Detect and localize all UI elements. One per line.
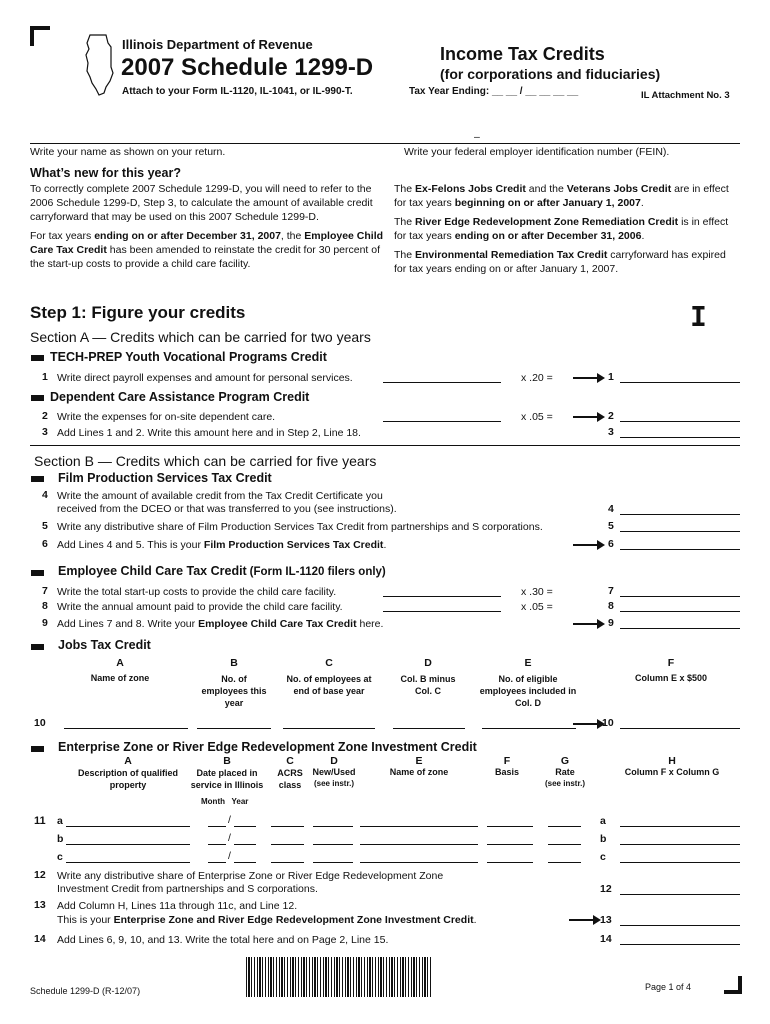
line-1-multiplier: x .20 = — [521, 372, 553, 384]
line-9-text: Add Lines 7 and 8. Write your Employee Child Care Tax Credit here. — [57, 618, 384, 630]
line-11b-amount[interactable] — [620, 832, 740, 845]
line-11b-basis[interactable] — [487, 832, 533, 845]
line-11b-month[interactable] — [208, 832, 226, 845]
bullet-icon — [31, 570, 44, 576]
dependent-care-heading: Dependent Care Assistance Program Credit — [50, 390, 310, 404]
line-12-amount[interactable] — [620, 882, 740, 895]
divider — [30, 143, 740, 144]
line-11b-zone[interactable] — [360, 832, 478, 845]
line-8-text: Write the annual amount paid to provide the child care facility. — [57, 601, 343, 613]
line-4-ref: 4 — [608, 503, 614, 515]
line-2-amount[interactable] — [620, 409, 740, 422]
line-11b-ref: b — [600, 833, 607, 845]
line-1-number: 1 — [42, 371, 48, 383]
ecc-heading: Employee Child Care Tax Credit (Form IL-1120 filers only) — [58, 564, 386, 578]
arrow-right-icon — [569, 919, 595, 921]
step1-marker: I — [690, 300, 707, 333]
line-5-ref: 5 — [608, 520, 614, 532]
line-11b-year[interactable] — [234, 832, 256, 845]
form-id-footer: Schedule 1299-D (R-12/07) — [30, 986, 141, 996]
line-11c-new-used[interactable] — [313, 850, 353, 863]
arrow-right-icon — [573, 416, 599, 418]
line-11a-zone[interactable] — [360, 814, 478, 827]
line-7-multiplier: x .30 = — [521, 586, 553, 598]
attach-note: Attach to your Form IL-1120, IL-1041, or IL-990-T. — [122, 86, 353, 97]
jobs-col-c-letter: C — [325, 657, 333, 669]
line-11c-year[interactable] — [234, 850, 256, 863]
film-heading: Film Production Services Tax Credit — [58, 471, 272, 485]
line-11a-amount[interactable] — [620, 814, 740, 827]
line-11a-ref: a — [600, 815, 606, 827]
line-11c-amount[interactable] — [620, 850, 740, 863]
ez-col-g-note: (see instr.) — [544, 779, 585, 788]
line-5-text: Write any distributive share of Film Production Services Tax Credit from partnerships and S corporations. — [57, 521, 543, 533]
ez-col-e-desc: Name of zone — [389, 767, 449, 777]
ez-col-h-desc: Column F x Column G — [624, 767, 720, 777]
line-6-ref: 6 — [608, 538, 614, 550]
line-8-number: 8 — [42, 600, 48, 612]
line-4-number: 4 — [42, 489, 48, 501]
line-12-text-1: Write any distributive share of Enterprise Zone or River Edge Redevelopment Zone — [57, 870, 444, 882]
line-11a-new-used[interactable] — [313, 814, 353, 827]
line-10-zone-input[interactable] — [64, 716, 188, 729]
ez-col-g-letter: G — [560, 755, 570, 767]
step1-title: Step 1: Figure your credits — [30, 303, 246, 322]
line-8-input[interactable] — [383, 599, 501, 612]
techprep-heading: TECH-PREP Youth Vocational Programs Credit — [50, 350, 327, 364]
ez-col-b-desc: Date placed in service in Illinois — [190, 768, 264, 790]
jobs-col-d-desc: Col. B minus Col. C — [400, 674, 456, 696]
bullet-icon — [31, 746, 44, 752]
line-11c-label: c — [57, 851, 63, 863]
jobs-col-e-desc: No. of eligible employees included in Col. D — [479, 674, 577, 708]
section-b-title: Section B — Credits which can be carried for five years — [34, 453, 377, 469]
ez-col-c-desc: ACRS class — [277, 768, 303, 790]
arrow-right-icon — [573, 623, 599, 625]
line-11a-description[interactable] — [66, 814, 190, 827]
line-9-number: 9 — [42, 617, 48, 629]
line-4-text-1: Write the amount of available credit from the Tax Credit Certificate you — [57, 490, 383, 502]
ez-col-h-letter: H — [668, 755, 676, 767]
fein-field-label: Write your federal employer identification number (FEIN). — [404, 146, 670, 158]
line-1-input[interactable] — [383, 370, 501, 383]
registration-mark-bottom-right — [724, 976, 742, 994]
line-7-number: 7 — [42, 585, 48, 597]
line-3-number: 3 — [42, 426, 48, 438]
line-3-text: Add Lines 1 and 2. Write this amount here and in Step 2, Line 18. — [57, 427, 361, 439]
department-name: Illinois Department of Revenue — [122, 37, 313, 52]
line-1-ref: 1 — [608, 371, 614, 383]
line-1-text: Write direct payroll expenses and amount for personal services. — [57, 372, 353, 384]
divider — [30, 445, 740, 446]
line-10-base-input[interactable] — [283, 716, 375, 729]
line-11c-class[interactable] — [271, 850, 304, 863]
jobs-col-b-desc: No. of employees this year — [201, 674, 267, 708]
section-a-title: Section A — Credits which can be carried for two years — [30, 329, 371, 345]
page-number: Page 1 of 4 — [645, 982, 692, 992]
ez-col-d-note: (see instr.) — [313, 779, 354, 788]
line-2-ref: 2 — [608, 410, 614, 422]
line-10-eligible-input[interactable] — [482, 716, 576, 729]
line-10-amount[interactable] — [620, 716, 740, 729]
line-11b-class[interactable] — [271, 832, 304, 845]
whats-new-paragraph-1: To correctly complete 2007 Schedule 1299-D, you will need to refer to the 2006 Schedule 1299-D, Step 3, to calculate the amount of available credit carryforward that may be used on this 2007 Schedule 1299-D. — [30, 183, 373, 223]
line-11c-month[interactable] — [208, 850, 226, 863]
line-10-number: 10 — [34, 717, 46, 729]
jobs-col-a-desc: Name of zone — [90, 673, 150, 683]
line-14-number: 14 — [34, 933, 46, 945]
line-4-amount[interactable] — [620, 502, 740, 515]
whats-new-right-2: The River Edge Redevelopment Zone Remediation Credit is in effect for tax years ending on or after December 31, 2006. — [394, 216, 729, 242]
line-13-number: 13 — [34, 899, 46, 911]
ez-col-d-letter: D — [330, 755, 338, 767]
ez-col-a-letter: A — [124, 755, 132, 767]
jobs-col-d-letter: D — [424, 657, 432, 669]
ez-col-f-desc: Basis — [494, 767, 520, 777]
line-11a-month[interactable] — [208, 814, 226, 827]
line-6-amount[interactable] — [620, 537, 740, 550]
ez-col-b-letter: B — [223, 755, 231, 767]
whats-new-paragraph-2: For tax years ending on or after December 31, 2007, the Employee Child Care Tax Credit has been amended to reinstate the credit for 30 percent of the start-up costs to provide a child care facility. — [30, 230, 384, 270]
illinois-state-icon — [84, 33, 116, 97]
line-11b-label: b — [57, 833, 64, 845]
jobs-col-e-letter: E — [524, 657, 532, 669]
line-13-text-1: Add Column H, Lines 11a through 11c, and Line 12. — [57, 900, 298, 912]
jobs-heading: Jobs Tax Credit — [58, 638, 151, 652]
arrow-right-icon — [573, 544, 599, 546]
jobs-col-b-letter: B — [230, 657, 238, 669]
subtitle: (for corporations and fiduciaries) — [440, 66, 661, 82]
jobs-col-f-letter: F — [667, 657, 675, 669]
line-13-ref: 13 — [600, 914, 612, 926]
line-7-text: Write the total start-up costs to provide the child care facility. — [57, 586, 337, 598]
line-13-text-2: This is your Enterprise Zone and River Edge Redevelopment Zone Investment Credit. — [57, 914, 477, 926]
line-8-ref: 8 — [608, 600, 614, 612]
line-7-amount[interactable] — [620, 584, 740, 597]
line-2-multiplier: x .05 = — [521, 411, 553, 423]
name-field-label: Write your name as shown on your return. — [30, 146, 226, 158]
line-9-amount[interactable] — [620, 616, 740, 629]
line-11a-class[interactable] — [271, 814, 304, 827]
ez-col-f-letter: F — [503, 755, 511, 767]
date-slash: / — [228, 832, 231, 844]
month-year-label: Month Year — [201, 797, 249, 806]
line-11c-rate[interactable] — [548, 850, 581, 863]
form-title: 2007 Schedule 1299-D — [121, 54, 374, 81]
line-8-multiplier: x .05 = — [521, 601, 553, 613]
whats-new-right-3: The Environmental Remediation Tax Credit carryforward has expired for tax years ending on or after January 1, 2007. — [394, 249, 726, 275]
whats-new-title: What’s new for this year? — [30, 166, 181, 180]
line-10-difference-input[interactable] — [393, 716, 465, 729]
jobs-col-f-desc: Column E x $500 — [634, 673, 708, 683]
line-5-number: 5 — [42, 520, 48, 532]
jobs-col-c-desc: No. of employees at end of base year — [286, 674, 372, 696]
bullet-icon — [31, 644, 44, 650]
line-14-amount[interactable] — [620, 932, 740, 945]
line-12-text-2: Investment Credit from partnerships and S corporations. — [57, 883, 318, 895]
line-13-amount[interactable] — [620, 913, 740, 926]
ez-col-c-letter: C — [286, 755, 294, 767]
line-4-text-2: received from the DCEO or that was transferred to you (see instructions). — [57, 503, 397, 515]
line-2-number: 2 — [42, 410, 48, 422]
line-11a-basis[interactable] — [487, 814, 533, 827]
arrow-right-icon — [573, 377, 599, 379]
line-7-ref: 7 — [608, 585, 614, 597]
line-12-number: 12 — [34, 869, 46, 881]
tax-year-ending[interactable]: Tax Year Ending: __ __ / __ __ __ __ — [409, 86, 579, 97]
line-3-ref: 3 — [608, 426, 614, 438]
line-10-employees-input[interactable] — [197, 716, 271, 729]
barcode-icon — [246, 957, 433, 997]
line-11c-ref: c — [600, 851, 606, 863]
ez-col-d-desc: New/Used — [312, 767, 356, 777]
line-11a-rate[interactable] — [548, 814, 581, 827]
line-6-text: Add Lines 4 and 5. This is your Film Production Services Tax Credit. — [57, 539, 387, 551]
line-11a-label: a — [57, 815, 63, 827]
line-11c-basis[interactable] — [487, 850, 533, 863]
bullet-icon — [31, 355, 44, 361]
line-1-amount[interactable] — [620, 370, 740, 383]
line-2-input[interactable] — [383, 409, 501, 422]
line-11c-zone[interactable] — [360, 850, 478, 863]
line-5-amount[interactable] — [620, 519, 740, 532]
line-2-text: Write the expenses for on-site dependent care. — [57, 411, 276, 423]
bullet-icon — [31, 476, 44, 482]
line-9-ref: 9 — [608, 617, 614, 629]
ez-col-g-desc: Rate — [555, 767, 575, 777]
ez-col-e-letter: E — [415, 755, 423, 767]
enterprise-heading: Enterprise Zone or River Edge Redevelopment Zone Investment Credit — [58, 740, 477, 754]
whats-new-right-1: The Ex-Felons Jobs Credit and the Veterans Jobs Credit are in effect for tax years beginning on or after January 1, 2007. — [394, 183, 729, 209]
line-8-amount[interactable] — [620, 599, 740, 612]
arrow-right-icon — [573, 723, 599, 725]
main-title: Income Tax Credits — [440, 44, 605, 64]
date-slash: / — [228, 814, 231, 826]
line-11a-year[interactable] — [234, 814, 256, 827]
jobs-col-a-letter: A — [116, 657, 124, 669]
date-slash: / — [228, 850, 231, 862]
line-7-input[interactable] — [383, 584, 501, 597]
attachment-number: IL Attachment No. 3 — [641, 90, 730, 101]
line-14-ref: 14 — [600, 933, 612, 945]
line-12-ref: 12 — [600, 883, 612, 895]
line-11-number: 11 — [34, 815, 46, 827]
line-6-number: 6 — [42, 538, 48, 550]
line-11b-new-used[interactable] — [313, 832, 353, 845]
line-11c-description[interactable] — [66, 850, 190, 863]
registration-mark-top-left — [30, 26, 50, 46]
line-10-ref: 10 — [602, 717, 614, 729]
line-14-text: Add Lines 6, 9, 10, and 13. Write the total here and on Page 2, Line 15. — [57, 934, 389, 946]
ez-col-a-desc: Description of qualified property — [78, 768, 179, 790]
bullet-icon — [31, 395, 44, 401]
line-11b-description[interactable] — [66, 832, 190, 845]
line-11b-rate[interactable] — [548, 832, 581, 845]
fein-separator: – — [474, 131, 480, 143]
line-3-amount[interactable] — [620, 425, 740, 438]
